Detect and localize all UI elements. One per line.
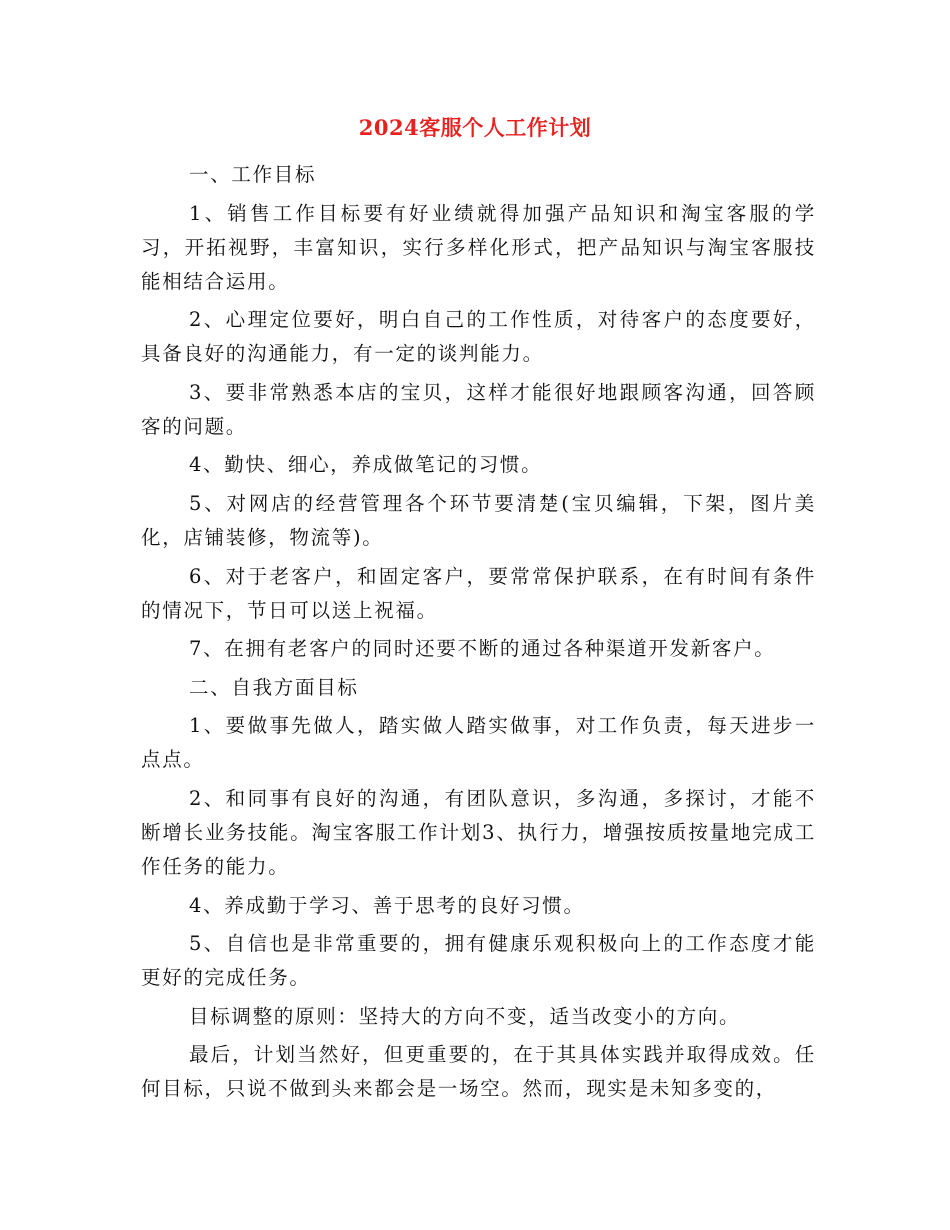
paragraph: 4、养成勤于学习、善于思考的良好习惯。 [189, 893, 585, 917]
document-body [141, 158, 816, 1111]
paragraph: 目标调整的原则：坚持大的方向不变，适当改变小的方向。 [189, 1004, 741, 1028]
paragraph: 7、在拥有老客户的同时还要不断的通过各种渠道开发新客户。 [189, 637, 776, 661]
paragraph: 最后，计划当然好，但更重要的，在于其具体实践并取得成效。任何目标，只说不做到头来都会是一场空。然而，现实是未知多变的， [141, 1043, 816, 1101]
paragraph: 1、销售工作目标要有好业绩就得加强产品知识和淘宝客服的学习，开拓视野，丰富知识，实行多样化形式，把产品知识与淘宝客服技能相结合运用。 [141, 201, 816, 293]
paragraph: 4、勤快、细心，养成做笔记的习惯。 [189, 453, 543, 477]
paragraph: 3、要非常熟悉本店的宝贝，这样才能很好地跟顾客沟通，回答顾客的问题。 [141, 380, 816, 438]
document-title: 2024客服个人工作计划 [358, 115, 592, 140]
paragraph: 1、要做事先做人，踏实做人踏实做事，对工作负责，每天进步一点点。 [141, 714, 816, 772]
paragraph: 2、和同事有良好的沟通，有团队意识，多沟通，多探讨，才能不断增长业务技能。淘宝客服工作计划3、执行力，增强按质按量地完成工作任务的能力。 [141, 786, 816, 878]
paragraph: 2、心理定位要好，明白自己的工作性质，对待客户的态度要好，具备良好的沟通能力，有一定的谈判能力。 [141, 308, 816, 366]
paragraph: 5、对网店的经营管理各个环节要清楚(宝贝编辑，下架，图片美化，店铺装修，物流等)。 [141, 491, 816, 549]
section-heading: 二、自我方面目标 [189, 675, 359, 699]
section-heading: 一、工作目标 [189, 163, 317, 186]
paragraph: 6、对于老客户，和固定客户，要常常保护联系，在有时间有条件的情况下，节日可以送上祝福。 [141, 564, 816, 622]
paragraph: 5、自信也是非常重要的，拥有健康乐观积极向上的工作态度才能更好的完成任务。 [141, 932, 816, 990]
